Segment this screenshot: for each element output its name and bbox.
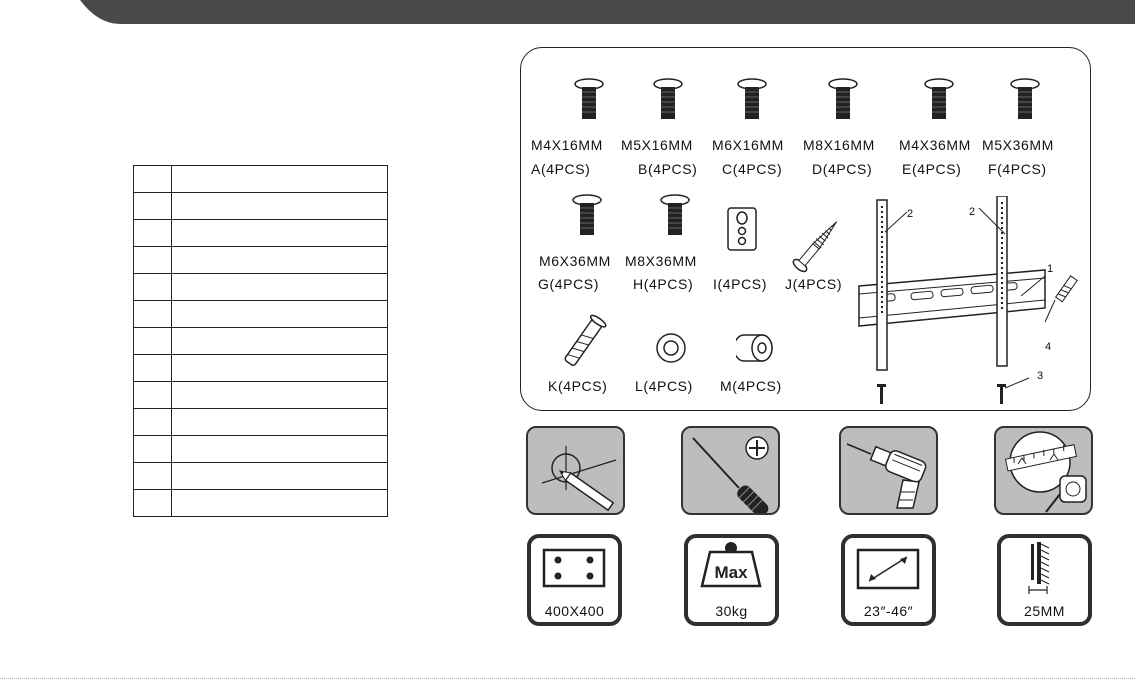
- table-cell-key: [134, 301, 172, 328]
- part-j-qty: J(4PCS): [785, 276, 843, 292]
- table-row: [134, 328, 388, 355]
- table-cell-desc: [172, 220, 388, 247]
- part-c-qty: C(4PCS): [722, 161, 783, 177]
- table-cell-desc: [172, 382, 388, 409]
- weight-icon: [688, 538, 775, 602]
- callout-3: 3: [1037, 370, 1044, 382]
- table-row: [134, 355, 388, 382]
- screw-h-icon: [655, 194, 695, 238]
- screw-a-icon: [569, 78, 609, 122]
- hardware-panel: [520, 47, 1091, 411]
- part-c-size: M6X16MM: [712, 137, 784, 153]
- header-bar: [80, 0, 1135, 24]
- wall-gap-icon: [1001, 538, 1088, 602]
- table-cell-desc: [172, 355, 388, 382]
- table-cell-key: [134, 166, 172, 193]
- table-cell-key: [134, 382, 172, 409]
- table-row: [134, 166, 388, 193]
- table-cell-desc: [172, 328, 388, 355]
- wall-anchor-icon: [555, 312, 615, 368]
- callout-2-left: 2: [907, 208, 914, 220]
- table-row: [134, 463, 388, 490]
- part-f-size: M5X36MM: [982, 137, 1054, 153]
- wall-gap-badge: [997, 534, 1092, 626]
- tape-measure-icon: [996, 428, 1091, 513]
- table-row: [134, 382, 388, 409]
- table-cell-desc: [172, 274, 388, 301]
- spacer-icon: [735, 331, 775, 365]
- max-label: Max: [714, 563, 748, 582]
- screw-c-icon: [732, 78, 772, 122]
- max-load-badge: [684, 534, 779, 626]
- table-cell-desc: [172, 166, 388, 193]
- table-row: [134, 409, 388, 436]
- table-cell-key: [134, 274, 172, 301]
- table-row: [134, 436, 388, 463]
- table-row: [134, 220, 388, 247]
- table-cell-desc: [172, 463, 388, 490]
- table-cell-desc: [172, 490, 388, 517]
- screen-size-badge: [841, 534, 936, 626]
- table-cell-desc: [172, 409, 388, 436]
- table-row: [134, 490, 388, 517]
- screen-diagonal-icon: [845, 538, 932, 598]
- part-h-size: M8X36MM: [625, 253, 697, 269]
- screwdriver-tool: [681, 426, 780, 515]
- pencil-icon: [528, 428, 623, 513]
- vesa-badge: [527, 534, 622, 626]
- screw-f-icon: [1005, 78, 1045, 122]
- part-l-qty: L(4PCS): [635, 378, 693, 394]
- drill-tool: [839, 426, 938, 515]
- table-cell-key: [134, 193, 172, 220]
- callout-2-right: 2: [969, 206, 976, 218]
- callout-1: 1: [1047, 263, 1054, 275]
- table-cell-key: [134, 436, 172, 463]
- table-cell-key: [134, 355, 172, 382]
- table-cell-key: [134, 463, 172, 490]
- part-g-qty: G(4PCS): [538, 276, 599, 292]
- callout-4: 4: [1045, 341, 1052, 353]
- table-row: [134, 274, 388, 301]
- table-cell-key: [134, 220, 172, 247]
- vesa-pattern-icon: [531, 538, 618, 598]
- wall-gap-value: 25MM: [1024, 603, 1065, 619]
- part-a-size: M4X16MM: [531, 137, 603, 153]
- vesa-value: 400X400: [544, 603, 605, 619]
- part-e-size: M4X36MM: [899, 137, 971, 153]
- part-k-qty: K(4PCS): [548, 378, 608, 394]
- wall-bracket-icon: [849, 196, 1089, 410]
- table-cell-key: [134, 409, 172, 436]
- table-cell-desc: [172, 301, 388, 328]
- part-f-qty: F(4PCS): [988, 161, 1047, 177]
- table-row: [134, 301, 388, 328]
- part-h-qty: H(4PCS): [633, 276, 694, 292]
- parts-list-table: [133, 165, 388, 517]
- pencil-tool: [526, 426, 625, 515]
- part-g-size: M6X36MM: [539, 253, 611, 269]
- table-cell-desc: [172, 436, 388, 463]
- table-cell-desc: [172, 193, 388, 220]
- part-i-qty: I(4PCS): [713, 276, 767, 292]
- lag-bolt-icon: [785, 214, 851, 274]
- part-m-qty: M(4PCS): [720, 378, 782, 394]
- table-row: [134, 193, 388, 220]
- screwdriver-icon: [683, 428, 778, 513]
- part-b-size: M5X16MM: [621, 137, 693, 153]
- table-cell-key: [134, 328, 172, 355]
- table-cell-key: [134, 490, 172, 517]
- screw-e-icon: [919, 78, 959, 122]
- table-cell-desc: [172, 247, 388, 274]
- table-cell-key: [134, 247, 172, 274]
- screw-b-icon: [648, 78, 688, 122]
- max-load-value: 30kg: [715, 603, 748, 619]
- table-row: [134, 247, 388, 274]
- screw-d-icon: [823, 78, 863, 122]
- part-b-qty: B(4PCS): [638, 161, 698, 177]
- spacer-plate-icon: [725, 206, 759, 252]
- part-e-qty: E(4PCS): [902, 161, 962, 177]
- washer-icon: [651, 331, 691, 365]
- tape-measure-tool: [994, 426, 1093, 515]
- part-a-qty: A(4PCS): [531, 161, 591, 177]
- part-d-qty: D(4PCS): [812, 161, 873, 177]
- screen-size-value: 23″-46″: [863, 603, 914, 619]
- drill-icon: [841, 428, 936, 513]
- part-d-size: M8X16MM: [803, 137, 875, 153]
- screw-g-icon: [567, 194, 607, 238]
